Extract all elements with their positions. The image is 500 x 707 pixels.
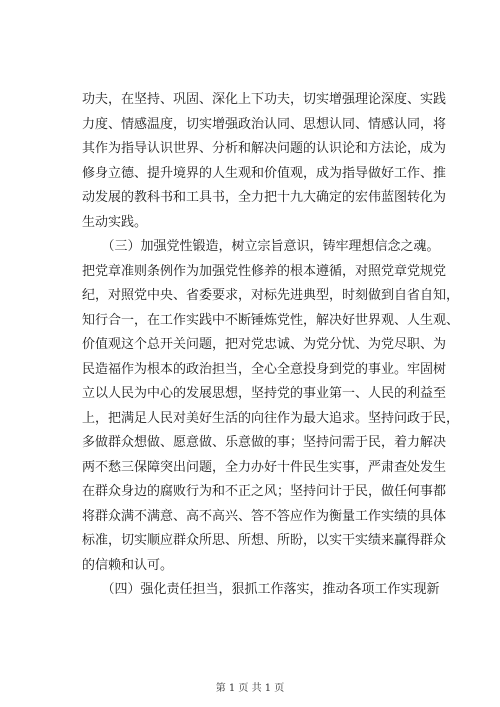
document-body — [82, 88, 460, 603]
text-line: 标准，切实顺应群众所思、所想、所盼，以实干实绩来赢得群众 — [82, 533, 447, 548]
page-footer: 第 1 页 共 1 页 — [215, 683, 285, 694]
text-line: 民造福作为根本的政治担当，全心全意投身到党的事业。牢固树 — [82, 361, 447, 377]
text-line: 立以人民为中心的发展思想，坚持党的事业第一、人民的利益至 — [82, 386, 447, 401]
text-line: 把党章准则条例作为加强党性修养的根本遵循，对照党章党规党 — [82, 263, 447, 279]
text-line: 在群众身边的腐败行为和不正之风；坚持问计于民，做任何事都 — [82, 484, 447, 499]
text-line: 修身立德、提升境界的人生观和价值观，成为指导做好工作、推 — [82, 165, 447, 181]
text-line: 多做群众想做、愿意做、乐意做的事；坚持问需于民，着力解决 — [82, 435, 447, 450]
text-line: 动发展的教科书和工具书，全力把十九大确定的宏伟蓝图转化为 — [82, 190, 447, 205]
text-line: （三）加强党性锻造，树立宗旨意识，铸牢理想信念之魂。 — [82, 239, 440, 254]
text-line: 上，把满足人民对美好生活的向往作为最大追求。坚持问政于民， — [82, 410, 460, 426]
text-line: 知行合一，在工作实践中不断锤炼党性，解决好世界观、人生观、 — [82, 312, 460, 328]
text-line: 功夫，在坚持、巩固、深化上下功夫，切实增强理论深度、实践 — [82, 92, 447, 107]
text-line: 将群众满不满意、高不高兴、答不答应作为衡量工作实绩的具体 — [82, 508, 447, 524]
text-line: （四）强化责任担当，狠抓工作落实，推动各项工作实现新 — [82, 582, 440, 597]
text-line: 其作为指导认识世界、分析和解决问题的认识论和方法论，成为 — [82, 141, 447, 156]
text-line: 纪，对照党中央、省委要求，对标先进典型，时刻做到自省自知， — [82, 288, 460, 303]
text-line: 的信赖和认可。 — [82, 557, 174, 573]
text-line: 力度、情感温度，切实增强政治认同、思想认同、情感认同，将 — [82, 116, 447, 132]
text-line: 两不愁三保障突出问题，全力办好十件民生实事，严肃查处发生 — [82, 459, 447, 475]
text-line: 生动实践。 — [82, 214, 148, 230]
text-line: 价值观这个总开关问题，把对党忠诚、为党分忧、为党尽职、为 — [82, 337, 447, 352]
